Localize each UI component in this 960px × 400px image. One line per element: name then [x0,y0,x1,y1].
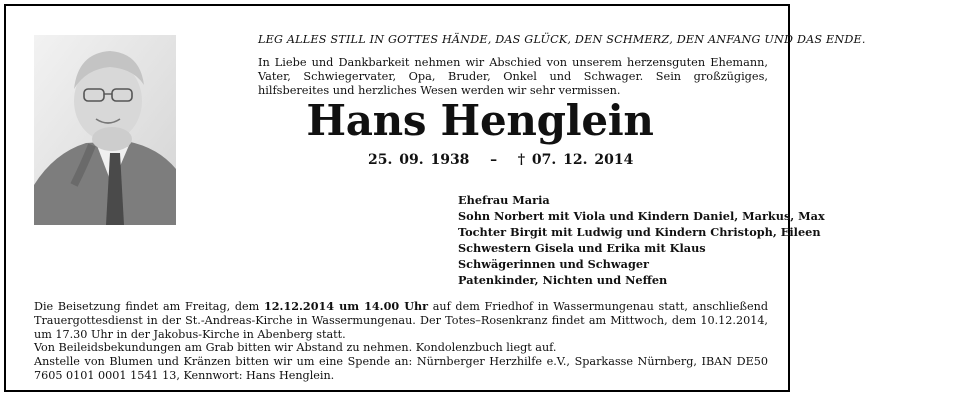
death-date: † 07. 12. 2014 [517,152,634,168]
funeral-paragraph [34,300,768,341]
birth-date: 25. 09. 1938 [368,152,470,168]
mourner-line: Schwestern Gisela und Erika mit Klaus [458,241,706,255]
donation-paragraph: Anstelle von Blumen und Kränzen bitten wir um eine Spende an: Nürnberger Herzhilfe e.V., Sparkasse Nürnberg, IBAN DE50 7605 0101 0001 1541 13, Kennwort: Hans Henglein. [34,355,768,382]
deceased-name: Hans Henglein [306,96,654,145]
mourner-line: Tochter Birgit mit Ludwig und Kindern Christoph, Eileen [458,225,821,239]
funeral-date-time: 12.12.2014 um 14.00 Uhr [263,299,428,313]
mourners-list [458,192,825,288]
mourner-line: Patenkinder, Nichten und Neffen [458,273,668,287]
mourner-line: Sohn Norbert mit Viola und Kindern Daniel, Markus, Max [458,209,825,223]
intro-text: In Liebe und Dankbarkeit nehmen wir Abschied von unserem herzensguten Ehemann, Vater, Schwiegervater, Opa, Bruder, Onkel und Schwager. Sein großzügiges, hilfsbereites und herzliches Wesen werden wir sehr vermissen. [258,56,768,98]
life-dates [368,152,633,168]
mourner-line: Schwägerinnen und Schwager [458,257,649,271]
funeral-text-pre: Die Beisetzung findet am Freitag, dem [34,300,264,313]
date-separator: – [490,152,498,168]
service-info [34,300,768,383]
motto-quote: LEG ALLES STILL IN GOTTES HÄNDE, DAS GLÜCK, DEN SCHMERZ, DEN ANFANG UND DAS ENDE. [258,33,866,46]
condolence-paragraph: Von Beileidsbekundungen am Grab bitten wir Abstand zu nehmen. Kondolenzbuch liegt auf. [34,341,557,355]
funeral-text-post: auf dem Friedhof in Wassermungenau statt, anschließend Trauergottesdienst in der St.-Andreas-Kirche in Wassermungenau. Der Totes–Rosenkranz findet am Mittwoch, dem 10.12.2014, um 17.30 Uhr in der Jakobus-Kirche in Abenberg statt. [34,300,768,341]
mourner-line: Ehefrau Maria [458,193,550,207]
